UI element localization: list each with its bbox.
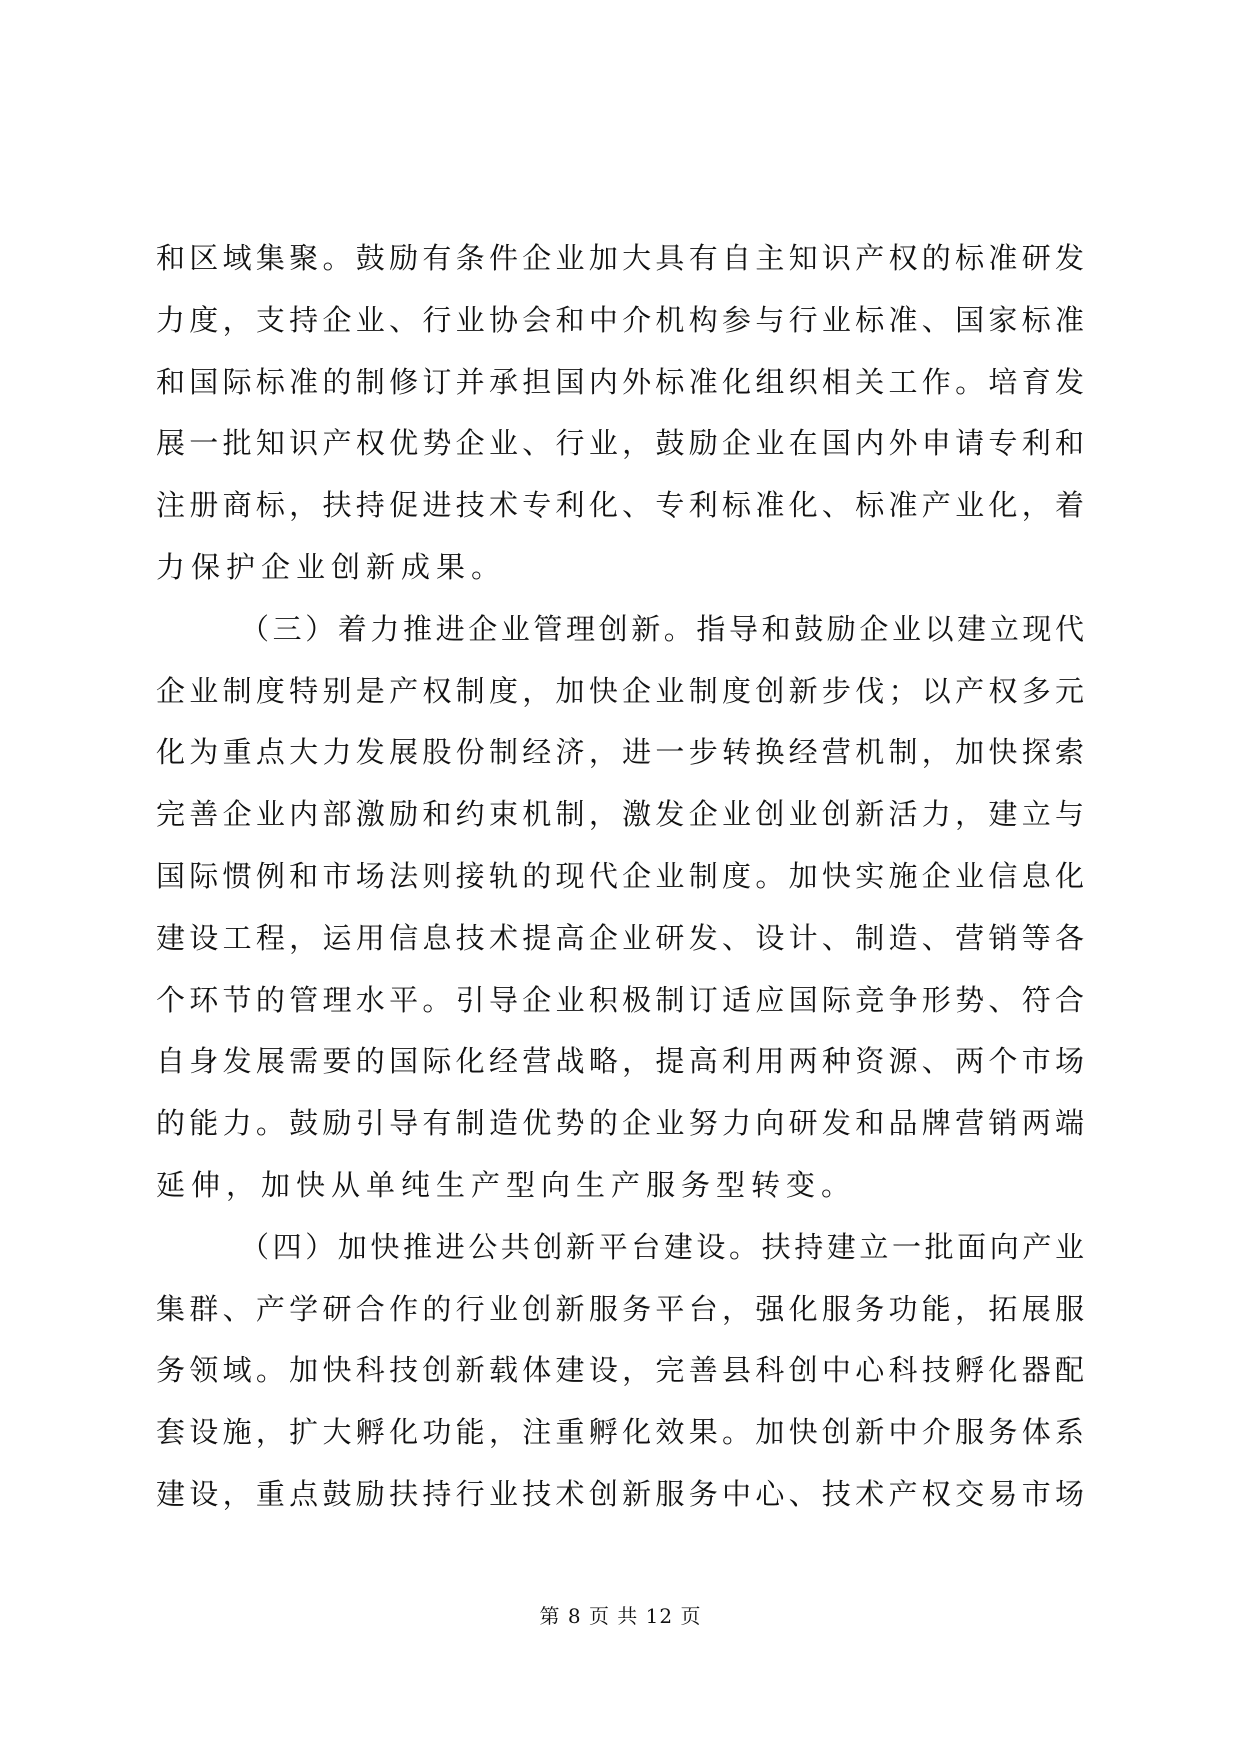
text-line: 个环节的管理水平。引导企业积极制订适应国际竞争形势、符合 — [156, 982, 1084, 1017]
document-body — [156, 228, 1084, 1526]
text-line: 建设，重点鼓励扶持行业技术创新服务中心、技术产权交易市场 — [156, 1476, 1084, 1511]
text-line: 完善企业内部激励和约束机制，激发企业创业创新活力，建立与 — [156, 797, 1084, 832]
text-line: 注册商标，扶持促进技术专利化、专利标准化、标准产业化，着 — [156, 488, 1084, 523]
text-line: 化为重点大力发展股份制经济，进一步转换经营机制，加快探索 — [156, 735, 1084, 770]
section-heading-line: （三）着力推进企业管理创新。指导和鼓励企业以建立现代 — [240, 611, 1084, 646]
text-line: 套设施，扩大孵化功能，注重孵化效果。加快创新中介服务体系 — [156, 1415, 1084, 1450]
text-line: 延伸，加快从单纯生产型向生产服务型转变。 — [156, 1167, 857, 1202]
text-line: 和国际标准的制修订并承担国内外标准化组织相关工作。培育发 — [156, 364, 1084, 399]
text-line: 自身发展需要的国际化经营战略，提高利用两种资源、两个市场 — [156, 1044, 1084, 1079]
section-heading-line: （四）加快推进公共创新平台建设。扶持建立一批面向产业 — [240, 1229, 1084, 1264]
page-number: 第 8 页 共 12 页 — [539, 1604, 702, 1628]
text-line: 集群、产学研合作的行业创新服务平台，强化服务功能，拓展服 — [156, 1291, 1084, 1326]
text-line: 务领域。加快科技创新载体建设，完善县科创中心科技孵化器配 — [156, 1353, 1084, 1388]
text-line: 力保护企业创新成果。 — [156, 549, 507, 584]
text-line: 企业制度特别是产权制度，加快企业制度创新步伐；以产权多元 — [156, 673, 1084, 708]
text-line: 和区域集聚。鼓励有条件企业加大具有自主知识产权的标准研发 — [156, 241, 1084, 275]
text-line: 国际惯例和市场法则接轨的现代企业制度。加快实施企业信息化 — [156, 858, 1084, 893]
text-line: 建设工程，运用信息技术提高企业研发、设计、制造、营销等各 — [156, 920, 1084, 955]
text-line: 的能力。鼓励引导有制造优势的企业努力向研发和品牌营销两端 — [156, 1106, 1084, 1141]
text-line: 展一批知识产权优势企业、行业，鼓励企业在国内外申请专利和 — [156, 426, 1084, 461]
text-line: 力度，支持企业、行业协会和中介机构参与行业标准、国家标准 — [156, 302, 1084, 337]
